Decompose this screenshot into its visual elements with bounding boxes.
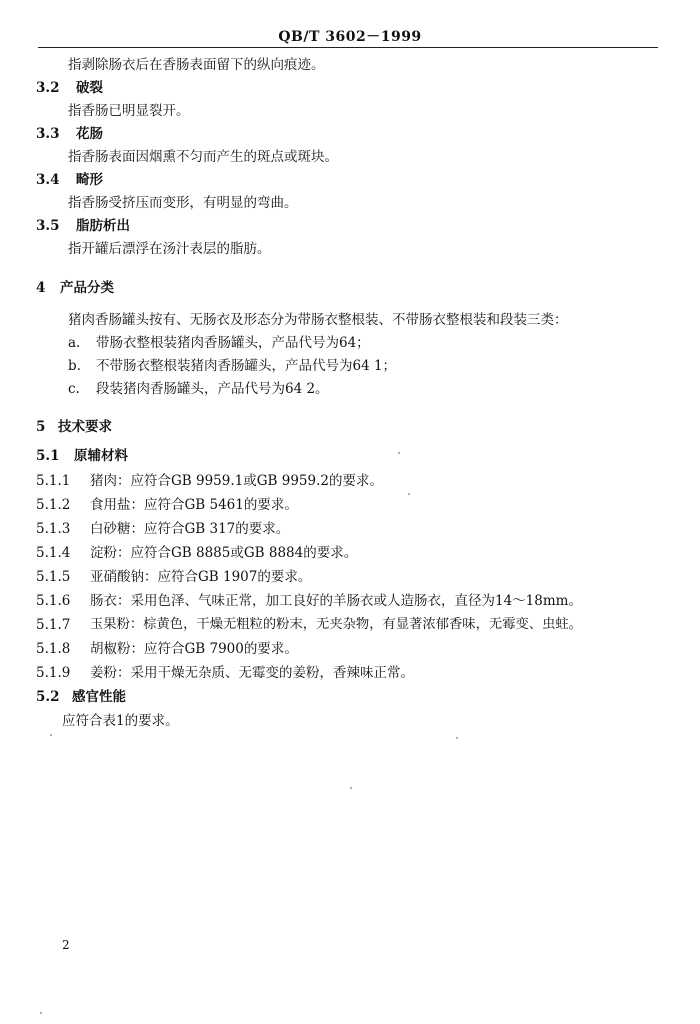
scan-speck: [456, 737, 458, 739]
header-rule: [38, 47, 658, 48]
definition-number: 3.2: [36, 80, 60, 96]
scan-speck: [40, 1012, 42, 1014]
section-number: 4: [36, 280, 46, 296]
clause-number: 5.1.3: [36, 521, 71, 537]
list-item: 带肠衣整根装猪肉香肠罐头，产品代号为64；: [96, 335, 370, 351]
clause-text: 淀粉：应符合GB 8885或GB 8884的要求。: [90, 545, 358, 561]
subsection-number: 5.2: [36, 689, 60, 705]
scan-speck: [408, 493, 410, 495]
clause-text: 猪肉：应符合GB 9959.1或GB 9959.2的要求。: [90, 473, 383, 489]
definition-3-1-continuation: 指剥除肠衣后在香肠表面留下的纵向痕迹。: [68, 57, 325, 73]
subsection-number: 5.1: [36, 448, 60, 464]
section-number: 5: [36, 419, 46, 435]
clause-number: 5.1.2: [36, 497, 71, 513]
definition-term: 畸形: [76, 172, 103, 188]
clause-text: 玉果粉：棕黄色，干燥无粗粒的粉末，无夹杂物，有显著浓郁香味，无霉变、虫蛀。: [90, 617, 582, 632]
clause-text: 食用盐：应符合GB 5461的要求。: [90, 497, 298, 513]
clause-text: 胡椒粉：应符合GB 7900的要求。: [90, 641, 298, 657]
page-number: 2: [62, 938, 70, 952]
clause-number: 5.1.1: [36, 473, 71, 489]
clause-text: 姜粉：采用干燥无杂质、无霉变的姜粉，香辣味正常。: [90, 665, 414, 681]
definition-term: 破裂: [76, 80, 103, 96]
clause-number: 5.1.8: [36, 641, 71, 657]
definition-number: 3.5: [36, 218, 60, 234]
list-item: 不带肠衣整根装猪肉香肠罐头，产品代号为64 1；: [96, 358, 397, 374]
definition-text: 指香肠表面因烟熏不匀而产生的斑点或斑块。: [68, 149, 338, 165]
definition-text: 指开罐后漂浮在汤汁表层的脂肪。: [68, 241, 271, 257]
clause-text: 白砂糖：应符合GB 317的要求。: [90, 521, 290, 537]
clause-number: 5.1.9: [36, 665, 71, 681]
definition-number: 3.4: [36, 172, 60, 188]
clause-text: 肠衣：采用色泽、气味正常，加工良好的羊肠衣或人造肠衣，直径为14～18mm。: [90, 593, 582, 609]
definition-text: 指香肠受挤压而变形，有明显的弯曲。: [68, 195, 298, 211]
section-intro: 猪肉香肠罐头按有、无肠衣及形态分为带肠衣整根装、不带肠衣整根装和段装三类：: [68, 312, 568, 328]
section-title: 技术要求: [58, 419, 112, 435]
clause-text: 亚硝酸钠：应符合GB 1907的要求。: [90, 569, 312, 585]
list-marker: b.: [68, 358, 81, 374]
scan-speck: [50, 734, 52, 736]
subsection-text: 应符合表1的要求。: [62, 713, 179, 729]
scan-speck: [398, 452, 400, 454]
definition-term: 花肠: [76, 126, 103, 142]
list-item: 段装猪肉香肠罐头，产品代号为64 2。: [96, 381, 329, 397]
standard-code-header: QB/T 3602－1999: [278, 29, 422, 45]
definition-text: 指香肠已明显裂开。: [68, 103, 190, 119]
definition-number: 3.3: [36, 126, 60, 142]
scan-speck: [350, 787, 352, 789]
clause-number: 5.1.7: [36, 617, 71, 633]
list-marker: a.: [68, 335, 81, 351]
clause-number: 5.1.4: [36, 545, 71, 561]
clause-number: 5.1.5: [36, 569, 71, 585]
subsection-title: 原辅材料: [74, 448, 128, 464]
list-marker: c.: [68, 381, 80, 397]
section-title: 产品分类: [60, 280, 114, 296]
subsection-title: 感官性能: [72, 689, 126, 705]
clause-number: 5.1.6: [36, 593, 71, 609]
definition-term: 脂肪析出: [76, 218, 130, 234]
